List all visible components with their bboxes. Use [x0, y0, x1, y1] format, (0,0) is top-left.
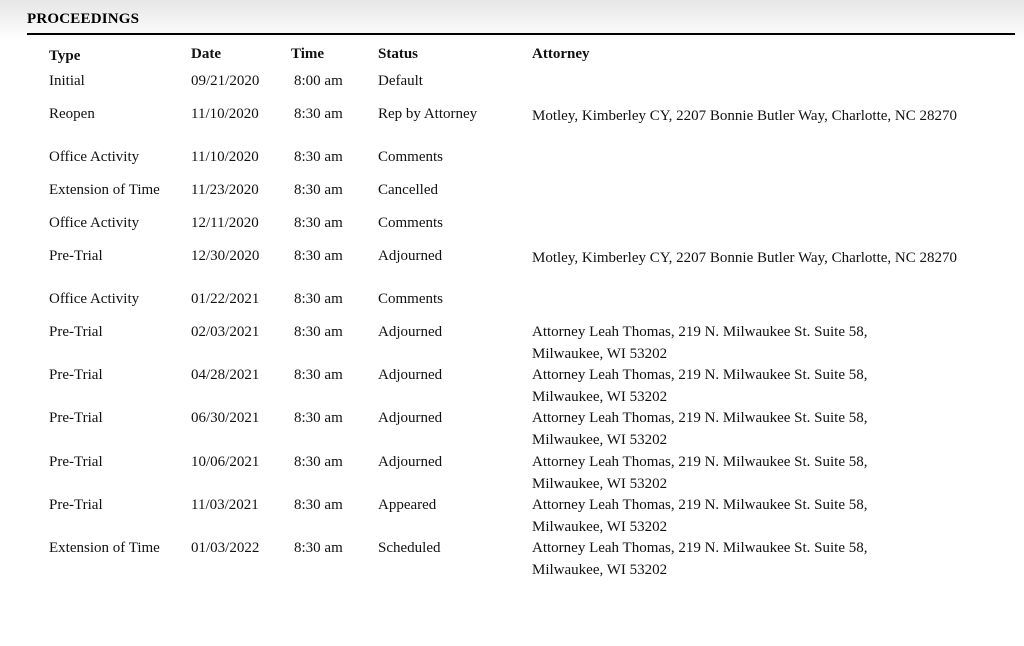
- row-date: 12/11/2020: [191, 215, 259, 231]
- row-date: 10/06/2021: [191, 454, 260, 470]
- row-status: Rep by Attorney: [378, 106, 478, 122]
- row-status: Comments: [378, 291, 444, 307]
- row-status: Scheduled: [378, 540, 441, 556]
- row-status: Adjourned: [378, 367, 443, 383]
- row-type: Reopen: [49, 106, 95, 122]
- row-time: 8:30 am: [294, 215, 343, 231]
- row-type: Pre-Trial: [49, 410, 103, 426]
- row-status: Comments: [378, 215, 444, 231]
- row-type: Pre-Trial: [49, 248, 103, 264]
- row-type: Office Activity: [49, 149, 140, 165]
- row-type: Extension of Time: [49, 182, 160, 198]
- row-type: Pre-Trial: [49, 324, 103, 340]
- row-type: Pre-Trial: [49, 497, 103, 513]
- row-type: Office Activity: [49, 291, 140, 307]
- column-header-status: Status: [378, 46, 419, 62]
- row-time: 8:30 am: [294, 367, 343, 383]
- row-date: 06/30/2021: [191, 410, 260, 426]
- row-date: 01/22/2021: [191, 291, 260, 307]
- row-attorney: Attorney Leah Thomas, 219 N. Milwaukee St. Suite 58, Milwaukee, WI 53202: [532, 540, 868, 578]
- row-date: 01/03/2022: [191, 540, 260, 556]
- row-time: 8:30 am: [294, 497, 343, 513]
- row-type: Extension of Time: [49, 540, 160, 556]
- column-header-attorney: Attorney: [532, 46, 590, 62]
- row-status: Adjourned: [378, 324, 443, 340]
- row-time: 8:30 am: [294, 540, 343, 556]
- row-status: Cancelled: [378, 182, 438, 198]
- column-header-date: Date: [191, 46, 221, 62]
- row-time: 8:30 am: [294, 291, 343, 307]
- row-attorney: Attorney Leah Thomas, 219 N. Milwaukee St. Suite 58, Milwaukee, WI 53202: [532, 497, 868, 535]
- row-status: Adjourned: [378, 454, 443, 470]
- row-date: 12/30/2020: [191, 248, 260, 264]
- row-time: 8:30 am: [294, 454, 343, 470]
- row-date: 09/21/2020: [191, 73, 260, 89]
- row-date: 11/23/2020: [191, 182, 259, 198]
- row-time: 8:30 am: [294, 248, 343, 264]
- row-status: Adjourned: [378, 248, 443, 264]
- row-status: Appeared: [378, 497, 437, 513]
- row-type: Initial: [49, 73, 85, 89]
- row-time: 8:30 am: [294, 182, 343, 198]
- column-header-time: Time: [291, 46, 325, 62]
- column-header-type: Type: [49, 48, 81, 64]
- section-divider: [27, 33, 1015, 35]
- row-date: 11/10/2020: [191, 149, 259, 165]
- row-attorney: Motley, Kimberley CY, 2207 Bonnie Butler Way, Charlotte, NC 28270: [532, 250, 958, 266]
- row-date: 11/10/2020: [191, 106, 259, 122]
- row-attorney: Attorney Leah Thomas, 219 N. Milwaukee St. Suite 58, Milwaukee, WI 53202: [532, 367, 868, 405]
- row-type: Pre-Trial: [49, 367, 103, 383]
- row-date: 04/28/2021: [191, 367, 260, 383]
- row-type: Pre-Trial: [49, 454, 103, 470]
- row-attorney: Attorney Leah Thomas, 219 N. Milwaukee St. Suite 58, Milwaukee, WI 53202: [532, 324, 868, 362]
- row-attorney: Motley, Kimberley CY, 2207 Bonnie Butler Way, Charlotte, NC 28270: [532, 108, 958, 124]
- row-attorney: Attorney Leah Thomas, 219 N. Milwaukee St. Suite 58, Milwaukee, WI 53202: [532, 410, 868, 448]
- row-date: 02/03/2021: [191, 324, 260, 340]
- section-title: PROCEEDINGS: [27, 11, 140, 27]
- row-time: 8:30 am: [294, 324, 343, 340]
- row-attorney: Attorney Leah Thomas, 219 N. Milwaukee St. Suite 58, Milwaukee, WI 53202: [532, 454, 868, 492]
- row-date: 11/03/2021: [191, 497, 259, 513]
- row-time: 8:30 am: [294, 106, 343, 122]
- row-status: Adjourned: [378, 410, 443, 426]
- row-status: Comments: [378, 149, 444, 165]
- row-status: Default: [378, 73, 423, 89]
- row-type: Office Activity: [49, 215, 140, 231]
- row-time: 8:30 am: [294, 410, 343, 426]
- row-time: 8:30 am: [294, 149, 343, 165]
- row-time: 8:00 am: [294, 73, 343, 89]
